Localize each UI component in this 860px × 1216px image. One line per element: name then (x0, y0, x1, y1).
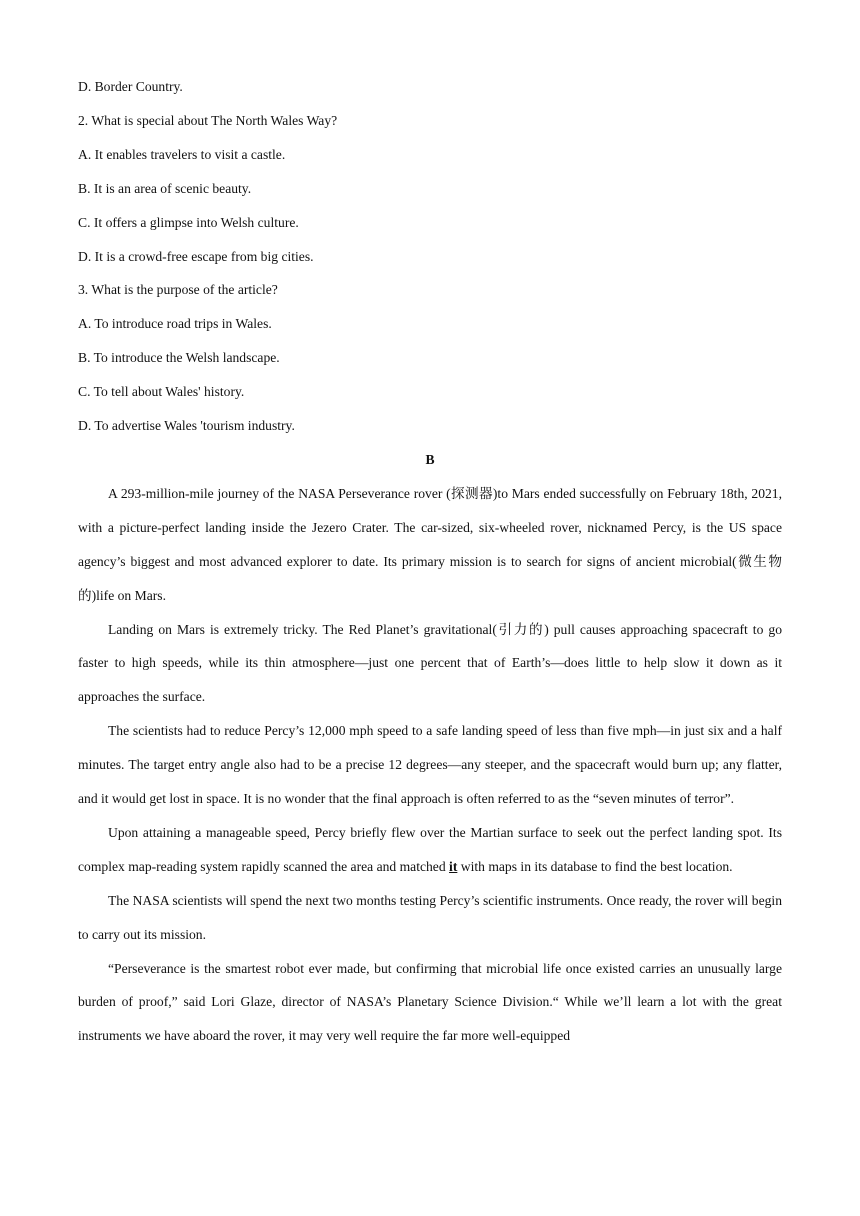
underlined-word: it (449, 858, 458, 874)
article-paragraph: “Perseverance is the smartest robot ever made, but confirming that microbial life once existed carries an unusually large burden of proof,” said Lori Glaze, director of NASA’s Planetary Science Division.“ While we’ll learn a lot with the great instruments we have aboard the rover, it may very well require the far more well-equipped (78, 960, 782, 1044)
question-2-option-a: A. It enables travelers to visit a castle. (78, 146, 286, 162)
paragraph-text-before: Upon attaining a manageable speed, Percy briefly flew over the Martian surface to seek out the perfect landing spot. Its complex map-reading system rapidly scanned the area and matched (78, 824, 782, 874)
section-heading: B (425, 451, 435, 467)
article-paragraph: Landing on Mars is extremely tricky. The Red Planet’s gravitational(引力的) pull causes approaching spacecraft to go faster to high speeds, while its thin atmosphere—just one percent that of Earth’s—does little to help slow it down as it approaches the surface. (78, 621, 782, 705)
question-2-option-d: D. It is a crowd-free escape from big cities. (78, 248, 314, 264)
question-3-option-d: D. To advertise Wales 'tourism industry. (78, 418, 295, 434)
question-1-option-d: D. Border Country. (78, 79, 183, 94)
document-page (78, 70, 782, 1053)
article-paragraph: The NASA scientists will spend the next two months testing Percy’s scientific instruments. Once ready, the rover will begin to carry out its mission. (78, 892, 782, 942)
question-2-option-c: C. It offers a glimpse into Welsh culture. (78, 214, 299, 230)
question-3-option-b: B. To introduce the Welsh landscape. (78, 350, 280, 366)
question-3-option-a: A. To introduce road trips in Wales. (78, 316, 272, 332)
article-paragraph (78, 816, 782, 884)
question-3-option-c: C. To tell about Wales' history. (78, 384, 245, 400)
question-3-stem: 3. What is the purpose of the article? (78, 282, 278, 298)
article-paragraph: The scientists had to reduce Percy’s 12,000 mph speed to a safe landing speed of less than five mph—in just six and a half minutes. The target entry angle also had to be a precise 12 degrees—any steeper, and the spacecraft would burn up; any flatter, and it would get lost in space. It is no wonder that the final approach is often referred to as the “seven minutes of terror”. (78, 723, 782, 807)
paragraph-text-after: with maps in its database to find the best location. (457, 858, 733, 874)
article-paragraph: A 293-million-mile journey of the NASA Perseverance rover (探测器)to Mars ended successfully on February 18th, 2021, with a picture-perfect landing inside the Jezero Crater. The car-sized, six-wheeled rover, nicknamed Percy, is the US space agency’s biggest and most advanced explorer to date. Its primary mission is to search for signs of ancient microbial(微生物的)life on Mars. (78, 485, 782, 603)
question-2-option-b: B. It is an area of scenic beauty. (78, 180, 252, 196)
question-2-stem: 2. What is special about The North Wales Way? (78, 112, 338, 128)
